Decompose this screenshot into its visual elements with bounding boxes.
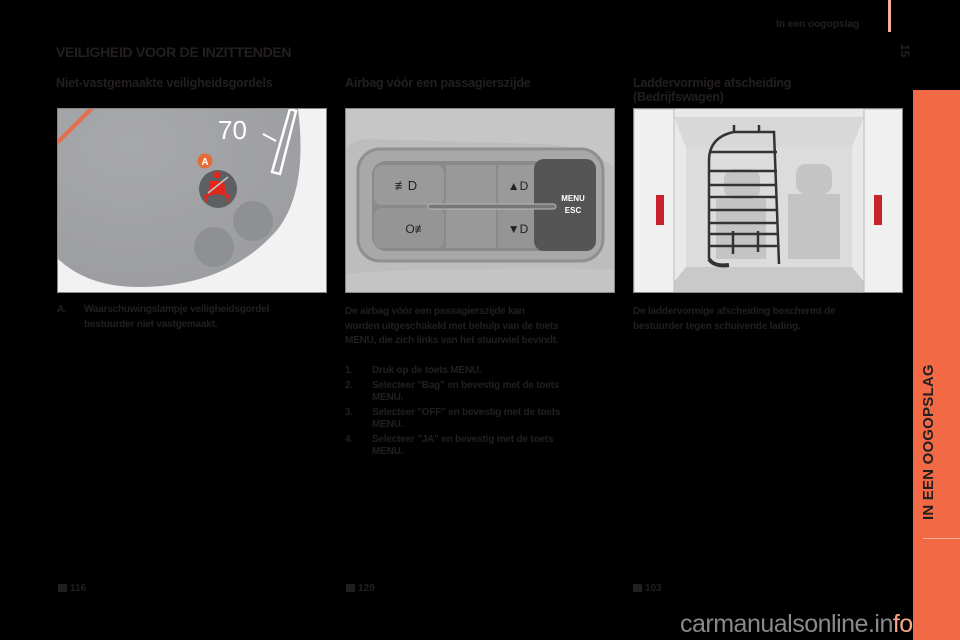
legend-key: A. <box>57 304 67 315</box>
figure-instrument-cluster <box>57 108 327 293</box>
page-ref-arrow-icon <box>346 584 355 592</box>
page-ref-airbag[interactable]: 129 <box>346 583 375 594</box>
page-ref-partition[interactable]: 103 <box>633 583 662 594</box>
legend-text: Waarschuwingslampje veiligheidsgordel bestuurder niet vastgemaakt. <box>84 304 270 330</box>
figure-van-partition <box>633 108 903 293</box>
page-ref-seatbelts[interactable]: 116 <box>58 583 86 594</box>
airbag-steps <box>345 365 625 461</box>
step-item: 1. Druk op de toets MENU. <box>345 365 482 376</box>
watermark: carmanualsonline.info <box>680 610 913 638</box>
side-tab-label: IN EEN OOGOPSLAG <box>920 364 937 520</box>
step-item: 3. Selecteer "OFF" en bevestig met de toets MENU. <box>345 407 561 430</box>
page-title: VEILIGHEID VOOR DE INZITTENDEN <box>56 44 292 60</box>
menu-label: MENU <box>561 194 585 203</box>
column-title-airbag: Airbag vóór een passagierszijde <box>345 76 531 90</box>
page-number: 15 <box>898 44 912 58</box>
column-title-line: Laddervormige afscheiding <box>633 76 792 90</box>
page-ref-arrow-icon <box>633 584 642 592</box>
speed-label: 70 <box>218 115 247 145</box>
airbag-paragraph: De airbag vóór een passagierszijde kan worden uitgeschakeld met behulp van de toets MENU, die zich links van het stuurwiel bevindt. <box>345 306 559 346</box>
column-title-seatbelts: Niet-vastgemaakte veiligheidsgordels <box>56 76 273 90</box>
callout-a <box>198 154 213 169</box>
figure-switch-panel <box>345 108 615 293</box>
page-ref-arrow-icon <box>58 584 67 592</box>
svg-text:A: A <box>201 157 209 168</box>
front-fog-light-icon: ≢D <box>394 178 418 193</box>
column-title-line: (Bedrijfswagen) <box>633 90 724 104</box>
esc-label: ESC <box>564 206 582 215</box>
rear-fog-light-icon: O≢ <box>405 222 427 236</box>
headlight-up-icon: ▲D <box>507 179 529 193</box>
side-tab-rule <box>923 538 960 539</box>
headlight-down-icon: ▼D <box>507 222 529 236</box>
partition-paragraph: De laddervormige afscheiding beschermt de bestuurder tegen schuivende lading. <box>633 306 836 332</box>
column-title-partition <box>633 76 791 104</box>
step-item: 2. Selecteer "Bag" en bevestig met de toets MENU. <box>345 380 560 403</box>
header-divider <box>888 0 891 32</box>
section-header: In een oogopslag <box>776 18 860 30</box>
step-item: 4. Selecteer "JA" en bevestig met de toets MENU. <box>345 434 554 457</box>
legend-a <box>57 303 332 335</box>
